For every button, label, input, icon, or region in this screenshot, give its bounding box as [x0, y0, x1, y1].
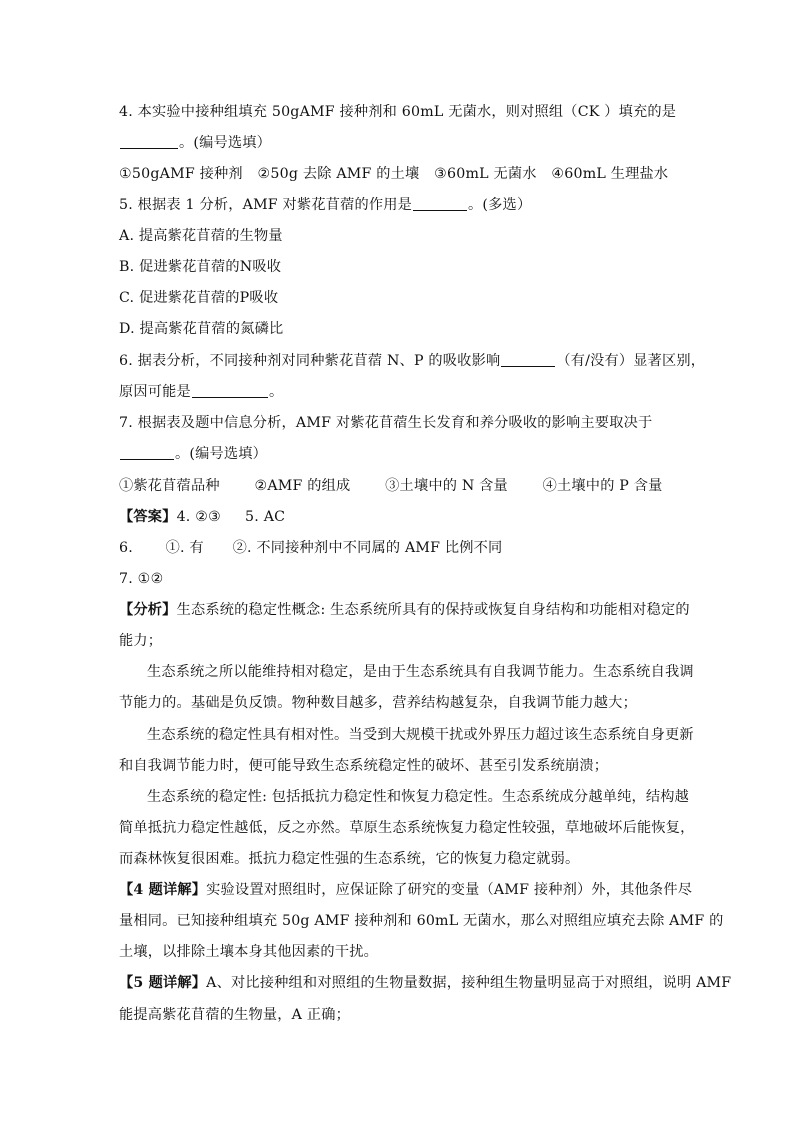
detail4-line-3: 土壤，以排除土壤本身其他因素的干扰。	[119, 944, 378, 960]
q5-choice-c: C. 促进紫花苜蓿的P吸收	[119, 290, 279, 306]
answer-blank	[413, 196, 467, 211]
q7-stem-line1: 7. 根据表及题中信息分析，AMF 对紫花苜蓿生长发育和养分吸收的影响主要取决于	[119, 415, 653, 431]
analysis-line-5: 生态系统的稳定性具有相对性。当受到大规模干扰或外界压力超过该生态系统自身更新	[147, 727, 694, 743]
q5-choice-b: B. 促进紫花苜蓿的N吸收	[119, 259, 282, 275]
answer-blank	[120, 445, 174, 460]
answer-6-number: 6.	[119, 540, 133, 556]
detail5-line-2: 能提高紫花苜蓿的生物量，A 正确；	[119, 1007, 350, 1023]
q6-line2-suffix: 。	[268, 384, 284, 400]
q4-option-3: ③60mL 无菌水	[434, 166, 537, 182]
q7-options	[119, 476, 663, 496]
analysis-line-1	[119, 600, 690, 620]
q6-line1-suffix: （有/没有）显著区别，	[556, 353, 706, 369]
analysis-tag: 【分析】	[119, 602, 177, 618]
analysis-line-8: 简单抵抗力稳定性越低，反之亦然。草原生态系统恢复力稳定性较强，草地破坏后能恢复，	[119, 820, 695, 836]
q4-option-2: ②50g 去除 AMF 的土壤	[257, 166, 420, 182]
q4-options	[119, 164, 668, 184]
detail4-line-2: 量相同。已知接种组填充 50g AMF 接种剂和 60mL 无菌水，那么对照组应填充去除 AMF 的	[119, 913, 724, 929]
answer-6-part2: ②. 不同接种剂中不同属的 AMF 比例不同	[232, 540, 503, 556]
answer-tag: 【答案】	[119, 509, 177, 525]
q6-line2-prefix: 原因可能是	[119, 384, 191, 400]
q7-suffix: 。(编号选填）	[175, 446, 268, 462]
q7-option-2: ②AMF 的组成	[254, 478, 351, 494]
q7-option-1: ①紫花苜蓿品种	[119, 478, 220, 494]
q5-stem-suffix: 。(多选）	[468, 197, 532, 213]
q4-stem-line2	[119, 133, 271, 153]
answer-4: 4. ②③	[176, 509, 222, 525]
q5-stem-prefix: 5. 根据表 1 分析，AMF 对紫花苜蓿的作用是	[119, 197, 413, 213]
detail4-tag: 【4 题详解】	[119, 882, 207, 898]
answer-5: 5. AC	[245, 509, 286, 525]
q4-option-4: ④60mL 生理盐水	[551, 166, 669, 182]
analysis-text: 生态系统的稳定性概念: 生态系统所具有的保持或恢复自身结构和功能相对稳定的	[176, 602, 690, 618]
analysis-line-2: 能力；	[119, 633, 163, 649]
analysis-line-7: 生态系统的稳定性: 包括抵抗力稳定性和恢复力稳定性。生态系统成分越单纯，结构越	[147, 789, 690, 805]
answer-6-line	[119, 538, 502, 558]
q7-stem-line2	[119, 444, 267, 464]
detail4-text: 实验设置对照组时，应保证除了研究的变量（AMF 接种剂）外，其他条件尽	[206, 882, 693, 898]
detail5-text: A、对比接种组和对照组的生物量数据，接种组生物量明显高于对照组，说明 AMF	[206, 975, 732, 991]
analysis-line-3: 生态系统之所以能维持相对稳定，是由于生态系统具有自我调节能力。生态系统自我调	[147, 664, 694, 680]
q6-stem-line2	[119, 382, 283, 402]
answer-blank	[501, 352, 555, 367]
detail5-tag: 【5 题详解】	[119, 975, 207, 991]
q4-stem-line1: 4. 本实验中接种组填充 50gAMF 接种剂和 60mL 无菌水，则对照组（CK ）填充的是	[119, 104, 677, 120]
detail5-line-1	[119, 973, 731, 993]
detail4-line-1	[119, 880, 692, 900]
analysis-line-4: 节能力的。基础是负反馈。物种数目越多，营养结构越复杂，自我调节能力越大；	[119, 695, 637, 711]
answer-line	[119, 507, 285, 527]
analysis-line-9: 而森林恢复很困难。抵抗力稳定性强的生态系统，它的恢复力稳定就弱。	[119, 851, 580, 867]
answer-blank	[192, 383, 268, 398]
q7-option-3: ③土壤中的 N 含量	[385, 478, 508, 494]
answer-6-part1: ①. 有	[165, 540, 204, 556]
q6-stem-line1	[119, 351, 705, 371]
q6-line1-prefix: 6. 据表分析，不同接种剂对同种紫花苜蓿 N、P 的吸收影响	[119, 353, 501, 369]
q5-stem	[119, 195, 531, 215]
q5-choice-d: D. 提高紫花苜蓿的氮磷比	[119, 321, 284, 337]
analysis-line-6: 和自我调节能力时，便可能导致生态系统稳定性的破坏、甚至引发系统崩溃；	[119, 758, 609, 774]
answer-blank	[120, 134, 178, 149]
q7-option-4: ④土壤中的 P 含量	[542, 478, 663, 494]
q4-option-1: ①50gAMF 接种剂	[119, 166, 243, 182]
answer-7: 7. ①②	[119, 571, 164, 587]
q4-suffix: 。(编号选填）	[179, 135, 272, 151]
q5-choice-a: A. 提高紫花苜蓿的生物量	[119, 228, 283, 244]
